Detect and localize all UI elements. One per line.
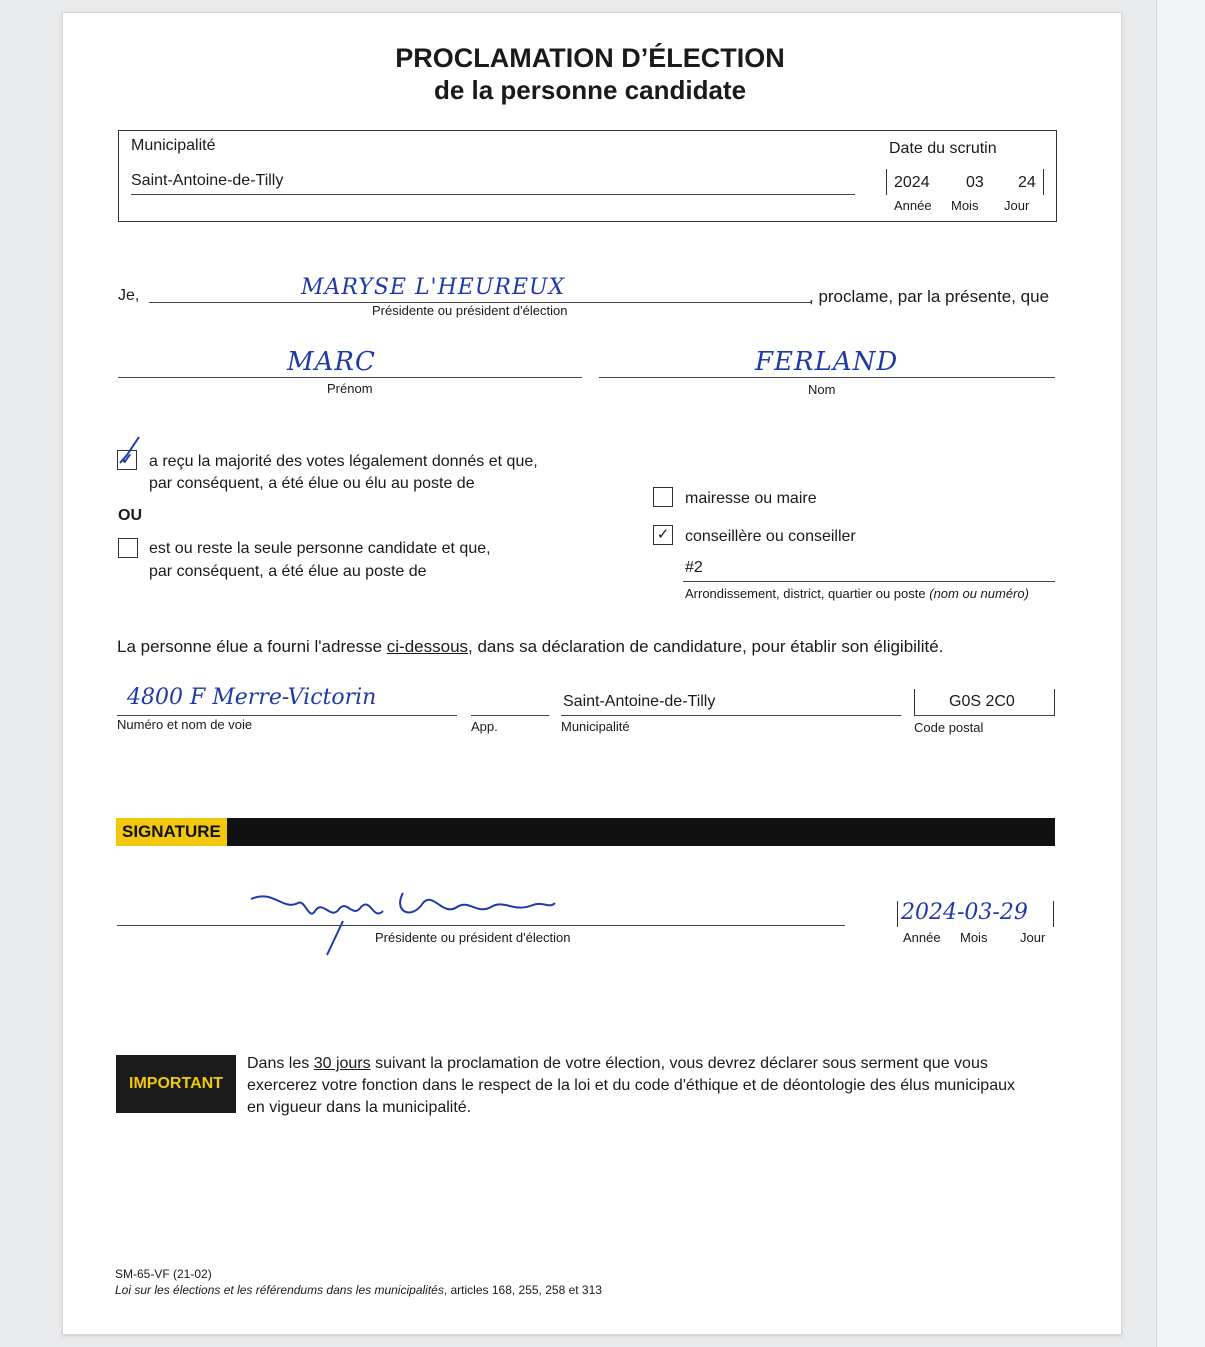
app-caption: App.	[471, 719, 498, 734]
signature-caption: Présidente ou président d'élection	[375, 930, 571, 945]
handwritten-signature	[243, 881, 563, 961]
street-value: 4800 F Merre-Victorin	[127, 685, 377, 710]
footer-law: Loi sur les élections et les référendums dans les municipalités, articles 168, 255, 258 et 313	[115, 1283, 602, 1297]
date-day: 24	[1018, 174, 1036, 191]
form-page	[62, 12, 1122, 1335]
officer-caption: Présidente ou président d'élection	[372, 303, 568, 318]
municipality-label: Municipalité	[131, 137, 216, 154]
date-month-caption: Mois	[951, 198, 979, 213]
first-name-line	[118, 377, 582, 378]
form-subtitle: de la personne candidate	[433, 75, 747, 105]
important-line3: en vigueur dans la municipalité.	[247, 1099, 472, 1116]
district-caption: Arrondissement, district, quartier ou poste (nom ou numéro)	[685, 586, 1029, 601]
important-line2: exercerez votre fonction dans le respect de la loi et du code d'éthique et de déontologie des élus municipaux	[247, 1077, 1015, 1094]
address-municipality-line	[561, 715, 901, 716]
street-line	[117, 715, 457, 716]
first-name-value: MARC	[287, 347, 376, 377]
date-month: 03	[966, 174, 984, 191]
address-intro: La personne élue a fourni l'adresse ci-dessous, dans sa déclaration de candidature, pour établir son éligibilité.	[117, 637, 944, 656]
proclaim-text: , proclame, par la présente, que	[809, 287, 1050, 306]
form-title: PROCLAMATION D’ÉLECTION	[395, 43, 785, 73]
municipality-value: Saint-Antoine-de-Tilly	[131, 172, 284, 189]
sign-date: 2024-03-29	[901, 900, 1028, 925]
option1-line1: a reçu la majorité des votes légalement donnés et que,	[149, 453, 538, 470]
mayor-label: mairesse ou maire	[685, 490, 817, 507]
councillor-checkbox[interactable]: ✓	[653, 525, 673, 545]
last-name-caption: Nom	[808, 382, 836, 397]
sole-candidate-checkbox[interactable]	[118, 538, 138, 558]
signature-line	[117, 925, 845, 926]
sign-date-year-caption: Année	[903, 930, 941, 945]
sign-date-month-caption: Mois	[960, 930, 988, 945]
councillor-label: conseillère ou conseiller	[685, 528, 856, 545]
important-badge: IMPORTANT	[116, 1055, 236, 1113]
footer-code: SM-65-VF (21-02)	[115, 1267, 212, 1281]
address-municipality-caption: Municipalité	[561, 719, 630, 734]
date-day-caption: Jour	[1004, 198, 1030, 213]
check-mark-icon	[117, 433, 143, 469]
option2-line2: par conséquent, a été élue au poste de	[149, 563, 427, 580]
mayor-checkbox[interactable]	[653, 487, 673, 507]
je-label: Je,	[118, 287, 140, 304]
last-name-line	[599, 377, 1055, 378]
important-line1: Dans les 30 jours suivant la proclamation de votre élection, vous devrez déclarer sous serment que vous	[247, 1055, 988, 1072]
signature-label: SIGNATURE	[116, 818, 227, 846]
app-line	[471, 715, 549, 716]
date-year-caption: Année	[894, 198, 932, 213]
postal-line	[914, 715, 1054, 716]
municipality-line	[131, 194, 855, 195]
option1-line2: par conséquent, a été élue ou élu au poste de	[149, 475, 475, 492]
district-line	[683, 581, 1055, 582]
signature-bar	[116, 818, 1055, 846]
postal-code-caption: Code postal	[914, 720, 984, 735]
majority-checkbox[interactable]: ✓	[117, 450, 137, 470]
or-label: OU	[118, 507, 142, 524]
district-value: #2	[685, 559, 703, 576]
street-caption: Numéro et nom de voie	[117, 717, 253, 732]
postal-code-value: G0S 2C0	[949, 693, 1015, 710]
first-name-caption: Prénom	[327, 381, 373, 396]
last-name-value: FERLAND	[755, 347, 899, 377]
date-label: Date du scrutin	[889, 140, 997, 157]
officer-name: MARYSE L'HEUREUX	[301, 275, 566, 300]
date-year: 2024	[894, 174, 930, 191]
viewer-scroll-strip	[1156, 0, 1205, 1347]
address-municipality-value: Saint-Antoine-de-Tilly	[563, 693, 716, 710]
sign-date-day-caption: Jour	[1020, 930, 1046, 945]
option2-line1: est ou reste la seule personne candidate et que,	[149, 540, 491, 557]
header-box	[118, 130, 1057, 222]
